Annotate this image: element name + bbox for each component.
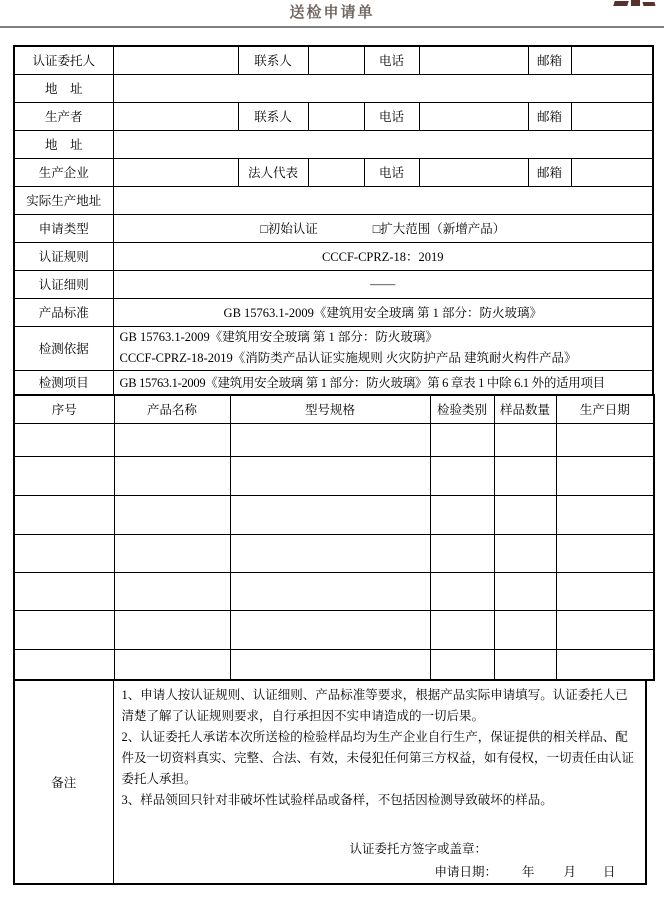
- table-row: [14, 158, 653, 186]
- actual-address-value-cell[interactable]: [113, 186, 653, 214]
- producer-email-value-cell[interactable]: [571, 102, 653, 130]
- page-title: 送检申请单: [289, 4, 375, 21]
- product-table: [13, 394, 655, 681]
- cert-detail-label: 认证细则: [14, 270, 113, 298]
- producer-phone-label: 电话: [364, 102, 419, 130]
- actual-address-label: 实际生产地址: [14, 186, 113, 214]
- table-row: [14, 102, 653, 130]
- cert-rule-value: CCCF-CPRZ-18：2019: [113, 242, 653, 270]
- test-items-label: 检测项目: [14, 370, 113, 395]
- product-row: [14, 456, 654, 495]
- factory-email-value-cell[interactable]: [571, 158, 653, 186]
- email-label: 邮箱: [528, 46, 571, 74]
- product-cell[interactable]: [14, 610, 114, 649]
- product-cell[interactable]: [14, 534, 114, 572]
- producer-email-label: 邮箱: [528, 102, 571, 130]
- product-standard-value: GB 15763.1-2009《建筑用安全玻璃 第 1 部分：防火玻璃》: [113, 298, 653, 326]
- producer-address-label: 地 址: [14, 130, 113, 158]
- product-cell[interactable]: [114, 534, 230, 572]
- signature-label: 认证委托方签字或盖章：: [349, 842, 488, 856]
- product-cell[interactable]: [430, 456, 494, 495]
- product-empty-rows: [14, 423, 654, 680]
- product-cell[interactable]: [114, 610, 230, 649]
- product-row: [14, 534, 654, 572]
- remarks-item-1: 1、申请人按认证规则、认证细则、产品标准等要求，根据产品实际申请填写。认证委托人已清楚了解了认证规则要求，自行承担因不实申请造成的一切后果。: [121, 688, 628, 723]
- product-cell[interactable]: [494, 572, 556, 610]
- month-label: 月: [563, 865, 577, 879]
- product-cell[interactable]: [556, 456, 654, 495]
- product-cell[interactable]: [230, 423, 430, 456]
- product-cell[interactable]: [230, 456, 430, 495]
- col-header-seq: 序号: [14, 395, 114, 423]
- product-cell[interactable]: [14, 456, 114, 495]
- producer-address-value-cell[interactable]: [113, 130, 653, 158]
- factory-label: 生产企业: [14, 158, 113, 186]
- product-cell[interactable]: [114, 649, 230, 680]
- product-cell[interactable]: [494, 534, 556, 572]
- apply-type-label: 申请类型: [14, 214, 113, 242]
- legal-rep-label: 法人代表: [238, 158, 308, 186]
- checkbox-expand-scope[interactable]: □扩大范围（新增产品）: [372, 222, 506, 236]
- table-row: [14, 74, 653, 102]
- product-header-row: [14, 395, 654, 423]
- day-label: 日: [603, 865, 616, 879]
- product-cell[interactable]: [430, 649, 494, 680]
- remarks-row: [14, 680, 646, 884]
- remarks-label: 备注: [14, 680, 113, 884]
- contact-label: 联系人: [238, 46, 308, 74]
- product-row: [14, 572, 654, 610]
- col-header-test-type: 检验类别: [430, 395, 494, 423]
- table-row: [14, 370, 653, 395]
- product-row: [14, 610, 654, 649]
- producer-phone-value-cell[interactable]: [419, 102, 528, 130]
- product-row: [14, 649, 654, 680]
- remarks-item-3: 3、样品领回只针对非破坏性试验样品或备样，不包括因检测导致破坏的样品。: [121, 793, 553, 807]
- stamp-fragment-icon: [614, 0, 656, 8]
- producer-value-cell[interactable]: [113, 102, 238, 130]
- applicant-value-cell[interactable]: [113, 46, 238, 74]
- table-row: [14, 242, 653, 270]
- table-row: [14, 298, 653, 326]
- product-cell[interactable]: [556, 572, 654, 610]
- product-standard-label: 产品标准: [14, 298, 113, 326]
- col-header-sample-qty: 样品数量: [494, 395, 556, 423]
- table-row: [14, 214, 653, 242]
- test-basis-line1: GB 15763.1-2009《建筑用安全玻璃 第 1 部分：防火玻璃》: [119, 330, 438, 344]
- phone-value-cell[interactable]: [419, 46, 528, 74]
- product-cell[interactable]: [230, 610, 430, 649]
- table-row: [14, 270, 653, 298]
- legal-rep-value-cell[interactable]: [308, 158, 364, 186]
- product-cell[interactable]: [114, 456, 230, 495]
- address-label: 地 址: [14, 74, 113, 102]
- checkbox-initial-cert[interactable]: □初始认证: [260, 222, 318, 236]
- apply-date-label: 申请日期：: [434, 865, 498, 879]
- product-cell[interactable]: [230, 495, 430, 534]
- phone-label: 电话: [364, 46, 419, 74]
- test-basis-value: [113, 326, 653, 370]
- test-basis-line2: CCCF-CPRZ-18-2019《消防类产品认证实施规则 火灾防护产品 建筑耐火构件产品》: [119, 351, 577, 365]
- remarks-content: [113, 680, 646, 884]
- producer-contact-label: 联系人: [238, 102, 308, 130]
- product-cell[interactable]: [556, 423, 654, 456]
- product-cell[interactable]: [114, 572, 230, 610]
- table-row: [14, 46, 653, 74]
- factory-value-cell[interactable]: [113, 158, 238, 186]
- product-cell[interactable]: [556, 649, 654, 680]
- product-cell[interactable]: [14, 423, 114, 456]
- product-cell[interactable]: [114, 423, 230, 456]
- product-cell[interactable]: [494, 649, 556, 680]
- product-cell[interactable]: [494, 610, 556, 649]
- product-cell[interactable]: [556, 495, 654, 534]
- producer-label: 生产者: [14, 102, 113, 130]
- remarks-item-2: 2、认证委托人承诺本次所送检的检验样品均为生产企业自行生产，保证提供的相关样品、配件及一切资料真实、完整、合法、有效，未侵犯任何第三方权益，如有侵权，一切责任由认证委托人承担。: [121, 730, 635, 786]
- remarks-table: [13, 679, 647, 885]
- test-items-value: GB 15763.1-2009《建筑用安全玻璃 第 1 部分：防火玻璃》第 6 章表 1 中除 6.1 外的适用项目: [113, 370, 653, 395]
- year-label: 年: [522, 865, 535, 879]
- factory-email-label: 邮箱: [528, 158, 571, 186]
- product-cell[interactable]: [230, 572, 430, 610]
- product-cell[interactable]: [430, 572, 494, 610]
- factory-phone-value-cell[interactable]: [419, 158, 528, 186]
- cert-rule-label: 认证规则: [14, 242, 113, 270]
- product-cell[interactable]: [114, 495, 230, 534]
- factory-phone-label: 电话: [364, 158, 419, 186]
- product-cell[interactable]: [494, 456, 556, 495]
- apply-type-cell: [113, 214, 653, 242]
- product-cell[interactable]: [556, 534, 654, 572]
- col-header-product-name: 产品名称: [114, 395, 230, 423]
- product-cell[interactable]: [430, 495, 494, 534]
- title-divider: [0, 26, 664, 28]
- product-cell[interactable]: [556, 610, 654, 649]
- address-value-cell[interactable]: [113, 74, 653, 102]
- product-cell[interactable]: [430, 610, 494, 649]
- email-value-cell[interactable]: [571, 46, 653, 74]
- table-row: [14, 186, 653, 214]
- cert-detail-value: ——: [113, 270, 653, 298]
- producer-contact-value-cell[interactable]: [308, 102, 364, 130]
- product-cell[interactable]: [430, 423, 494, 456]
- product-cell[interactable]: [230, 649, 430, 680]
- product-cell[interactable]: [494, 423, 556, 456]
- contact-value-cell[interactable]: [308, 46, 364, 74]
- product-cell[interactable]: [494, 495, 556, 534]
- table-row: [14, 130, 653, 158]
- product-row: [14, 495, 654, 534]
- product-cell[interactable]: [14, 495, 114, 534]
- product-row: [14, 423, 654, 456]
- product-cell[interactable]: [14, 572, 114, 610]
- product-cell[interactable]: [230, 534, 430, 572]
- col-header-prod-date: 生产日期: [556, 395, 654, 423]
- col-header-model-spec: 型号规格: [230, 395, 430, 423]
- product-cell[interactable]: [430, 534, 494, 572]
- applicant-label: 认证委托人: [14, 46, 113, 74]
- info-table: [13, 45, 654, 396]
- product-cell[interactable]: [14, 649, 114, 680]
- table-row: [14, 326, 653, 370]
- test-basis-label: 检测依据: [14, 326, 113, 370]
